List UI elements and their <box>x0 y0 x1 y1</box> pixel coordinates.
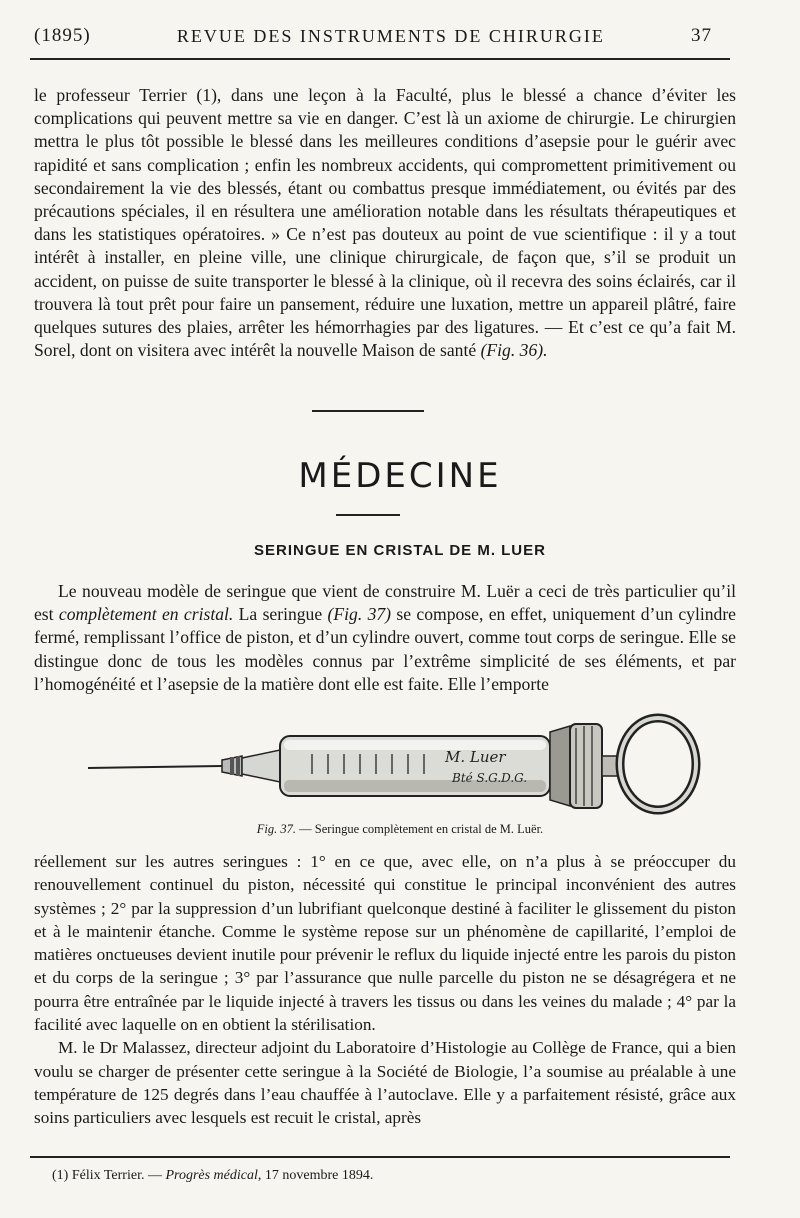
article-text-2: La seringue <box>233 604 328 625</box>
footnote-journal: Progrès médical <box>165 1168 258 1183</box>
intro-paragraph <box>34 84 736 362</box>
article-emphasis: complètement en cristal. <box>58 604 234 625</box>
figure-label: Fig. 37. <box>256 822 297 836</box>
footnote-marker: (1) <box>52 1168 69 1183</box>
article-paragraph <box>34 580 736 696</box>
figure-caption-text: — Seringue complètement en cristal de M. Luër. <box>296 822 544 836</box>
footnote-date: , 17 novembre 1894. <box>257 1168 374 1183</box>
figure-caption <box>0 822 800 837</box>
header-rule <box>30 58 730 60</box>
malassez-paragraph: M. le Dr Malassez, directeur adjoint du Laboratoire d’Histologie au Collège de France, qui a bien voulu se charger de présenter cette seringue à la Société de Biologie, l’a soumise au préalable à une température de 125 degrés dans l’eau chauffée à l’autoclave. Elle y a parfaitement résisté, grâce aux soins particuliers avec lesquels est recuit le cristal, après <box>34 1038 736 1128</box>
syringe-collar <box>550 726 570 806</box>
section-underline <box>336 514 400 516</box>
engraving-signature: M. Luer <box>445 748 506 766</box>
article-title: SERINGUE EN CRISTAL DE M. LUER <box>254 542 546 559</box>
continuation-paragraph: réellement sur les autres seringues : 1° en ce que, avec elle, on n’a plus à se préoccuper du renouvellement continuel du piston, nécessité qui constitue le principal inconvénient des autres systèmes ; 2° par la suppression d’un lubrifiant quelconque destiné à faciliter le glissement du piston et à le maintenir étanche. Comme le système repose sur un phénomène de capillarité, l’emploi de matières onctueuses devient inutile pour prévenir le reflux du liquide injecté entre les parois du piston et du corps de la seringue ; 3° par l’assurance que nulle parcelle du piston ne se désagrégera et ne pourra être entraînée par le liquide injecté à travers les tissus ou dans les veines du malade ; 4° par la facilité avec laquelle on en obtient la stérilisation. <box>34 852 736 1035</box>
engraving-patent: Bté S.G.D.G. <box>452 771 528 785</box>
syringe-nozzle <box>242 750 280 782</box>
footnote-author: Félix Terrier. — <box>68 1168 166 1183</box>
running-head <box>34 22 712 50</box>
intro-fig-ref: (Fig. 36). <box>480 340 548 361</box>
page-number: 37 <box>691 25 712 46</box>
footnote <box>52 1168 373 1184</box>
intro-text: le professeur Terrier (1), dans une leçon à la Faculté, plus le blessé a chance d’éviter les complications qui peuvent mettre sa vie en danger. C’est là un axiome de chirurgie. Le chirurgien mettra le plus tôt possible le blessé dans les meilleures conditions d’asepsie pour le guérir avec rapidité et sans complication ; enfin les nombreux accidents, qui compromettent primitivement ou secondairement la vie des blessés, étant ou combattus presque immédiatement, ou évités par des précautions spéciales, il en résultera une amélioration notable dans les résultats thérapeutiques et dans les statistiques opératoires. » Ce n’est pas douteux au point de vue scientifique : il y a tout intérêt à installer, en pleine ville, une clinique chirurgicale, de façon que, s’il se produit un accident, on puisse de suite transporter le blessé à la clinique, où il recevra des soins éclairés, car il trouvera là tout prêt pour faire un pansement, réduire une luxation, mettre un appareil plâtré, faire quelques sutures des plaies, arrêter les hémorrhagies par des ligatures. — Et c’est ce qu’a fait M. Sorel, dont on visitera avec intérêt la nouvelle Maison de santé <box>34 85 736 361</box>
article-text-1: Le nouveau modèle de seringue que vient de construire M. Luër a ceci de très particulier qu’il est <box>34 581 736 625</box>
syringe-illustration <box>80 710 720 818</box>
article-text-3: se compose, en effet, uniquement d’un cylindre fermé, remplissant l’office de piston, et d’un cylindre ouvert, comme tout corps de seringue. Elle se distingue donc de tous les modèles connus par l’extrême simplicité de ses éléments, et par l’homogénéité et l’asepsie de la matière dont elle est faite. Elle l’emporte <box>34 604 736 694</box>
header-year: (1895) <box>34 25 91 46</box>
section-title: MÉDECINE <box>298 456 502 496</box>
syringe-needle <box>88 766 222 768</box>
footnote-rule <box>30 1156 730 1158</box>
separator-rule <box>312 410 424 412</box>
article-fig-ref: (Fig. 37) <box>327 604 392 625</box>
continuation-text <box>34 850 736 1130</box>
header-title: REVUE DES INSTRUMENTS DE CHIRURGIE <box>176 25 605 46</box>
